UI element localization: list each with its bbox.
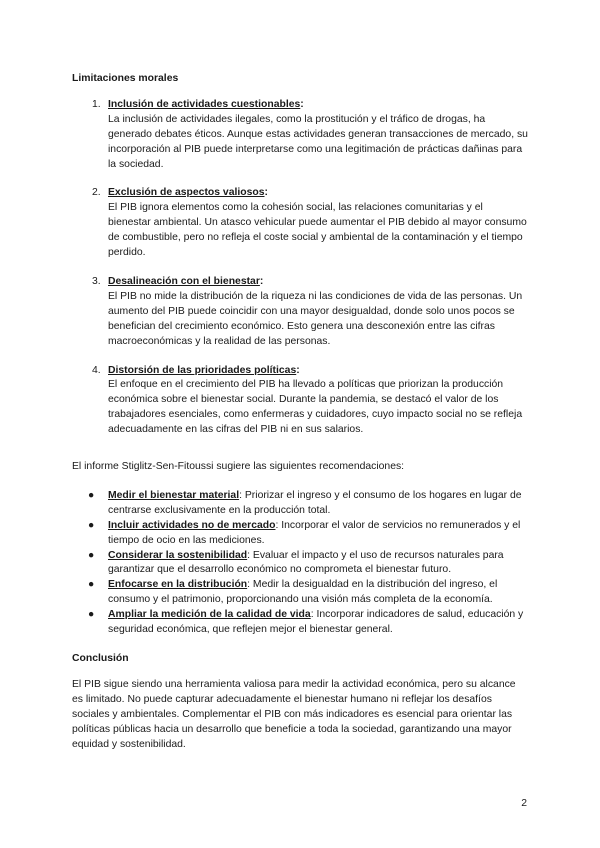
recommendation-text: : Incorporar el valor de servicios no remunerados y el tiempo de ocio en las mediciones.	[108, 519, 521, 546]
item-number: 1.	[92, 98, 101, 110]
bullet-icon: ●	[88, 579, 95, 591]
item-body: El PIB ignora elementos como la cohesión social, las relaciones comunitarias y el bienestar ambiental. Un atasco vehicular puede aumentar el PIB debido al mayor consumo de combustible, pero no refleja el coste social y ambiental de la contaminación y el tiempo perdido.	[108, 202, 527, 259]
item-title: Desalineación con el bienestar:	[108, 275, 264, 287]
recommendations-intro: El informe Stiglitz-Sen-Fitoussi sugiere las siguientes recomendaciones:	[72, 461, 405, 473]
recommendation-term: Ampliar la medición de la calidad de vida	[108, 609, 311, 621]
recommendation-text: : Evaluar el impacto y el uso de recursos naturales para garantizar que el desarrollo económico no comprometa el bienestar futuro.	[108, 549, 504, 576]
item-number: 3.	[92, 275, 101, 287]
bullet-icon: ●	[88, 549, 95, 561]
list-item	[72, 98, 528, 173]
conclusion-title: Conclusión	[72, 653, 129, 664]
conclusion-text: El PIB sigue siendo una herramienta valiosa para medir la actividad económica, pero su alcance es limitado. No puede capturar adecuadamente el bienestar humano ni reflejar los desafíos sociales y ambientales. Complementar el PIB con más indicadores es esencial para orientar las políticas públicas hacia un desarrollo que beneficie a toda la sociedad, garantizando una mayor equidad y sostenibilidad.	[72, 678, 516, 750]
list-item	[72, 549, 528, 579]
item-number: 2.	[92, 187, 101, 199]
recommendation-term: Incluir actividades no de mercado	[108, 519, 276, 531]
list-item	[72, 608, 528, 638]
item-number: 4.	[92, 364, 101, 376]
section-title: Limitaciones morales	[72, 73, 179, 84]
item-body: La inclusión de actividades ilegales, como la prostitución y el tráfico de drogas, ha generado debates éticos. Aunque estas actividades generan transacciones de mercado, su incorporación al PIB puede interpretarse como una legitimación de prácticas dañinas para la sociedad.	[108, 113, 528, 170]
recommendation-term: Considerar la sostenibilidad	[108, 549, 248, 561]
list-item	[72, 364, 528, 439]
recommendations-list	[72, 489, 528, 638]
bullet-icon: ●	[88, 609, 95, 621]
recommendation-term: Medir el bienestar material	[108, 489, 240, 501]
recommendation-term: Enfocarse en la distribución	[108, 579, 248, 591]
recommendation-text: : Medir la desigualdad en la distribución del ingreso, el consumo y el patrimonio, proporcionando una visión más completa de la economía.	[108, 579, 498, 606]
list-item	[72, 489, 528, 519]
item-title: Exclusión de aspectos valiosos:	[108, 187, 268, 199]
bullet-icon: ●	[88, 519, 95, 531]
numbered-list	[72, 98, 528, 438]
page-number: 2	[521, 798, 527, 809]
recommendation-text: : Priorizar el ingreso y el consumo de los hogares en lugar de centrarse exclusivamente en la producción total.	[108, 489, 522, 516]
list-item	[72, 275, 528, 350]
item-body: El enfoque en el crecimiento del PIB ha llevado a políticas que priorizan la producción económica sobre el bienestar social. Durante la pandemia, se destacó el valor de los trabajadores esenciales, como enfermeras y cuidadores, cuyo impacto social no se refleja adecuadamente en las cifras del PIB ni en sus salarios.	[108, 379, 523, 436]
list-item	[72, 186, 528, 261]
item-title: Inclusión de actividades cuestionables:	[108, 98, 304, 110]
item-title: Distorsión de las prioridades políticas:	[108, 364, 300, 376]
list-item	[72, 519, 528, 549]
list-item	[72, 578, 528, 608]
page-content	[72, 72, 528, 766]
item-body: El PIB no mide la distribución de la riqueza ni las condiciones de vida de las personas. Un aumento del PIB puede coincidir con una mayor desigualdad, donde solo unos pocos se benefician del crecimiento económico. Esto genera una desconexión entre las cifras macroeconómicas y la realidad de las personas.	[108, 290, 523, 347]
bullet-icon: ●	[88, 489, 95, 501]
recommendation-text: : Incorporar indicadores de salud, educación y seguridad económica, que reflejen mejor el bienestar general.	[108, 609, 524, 636]
